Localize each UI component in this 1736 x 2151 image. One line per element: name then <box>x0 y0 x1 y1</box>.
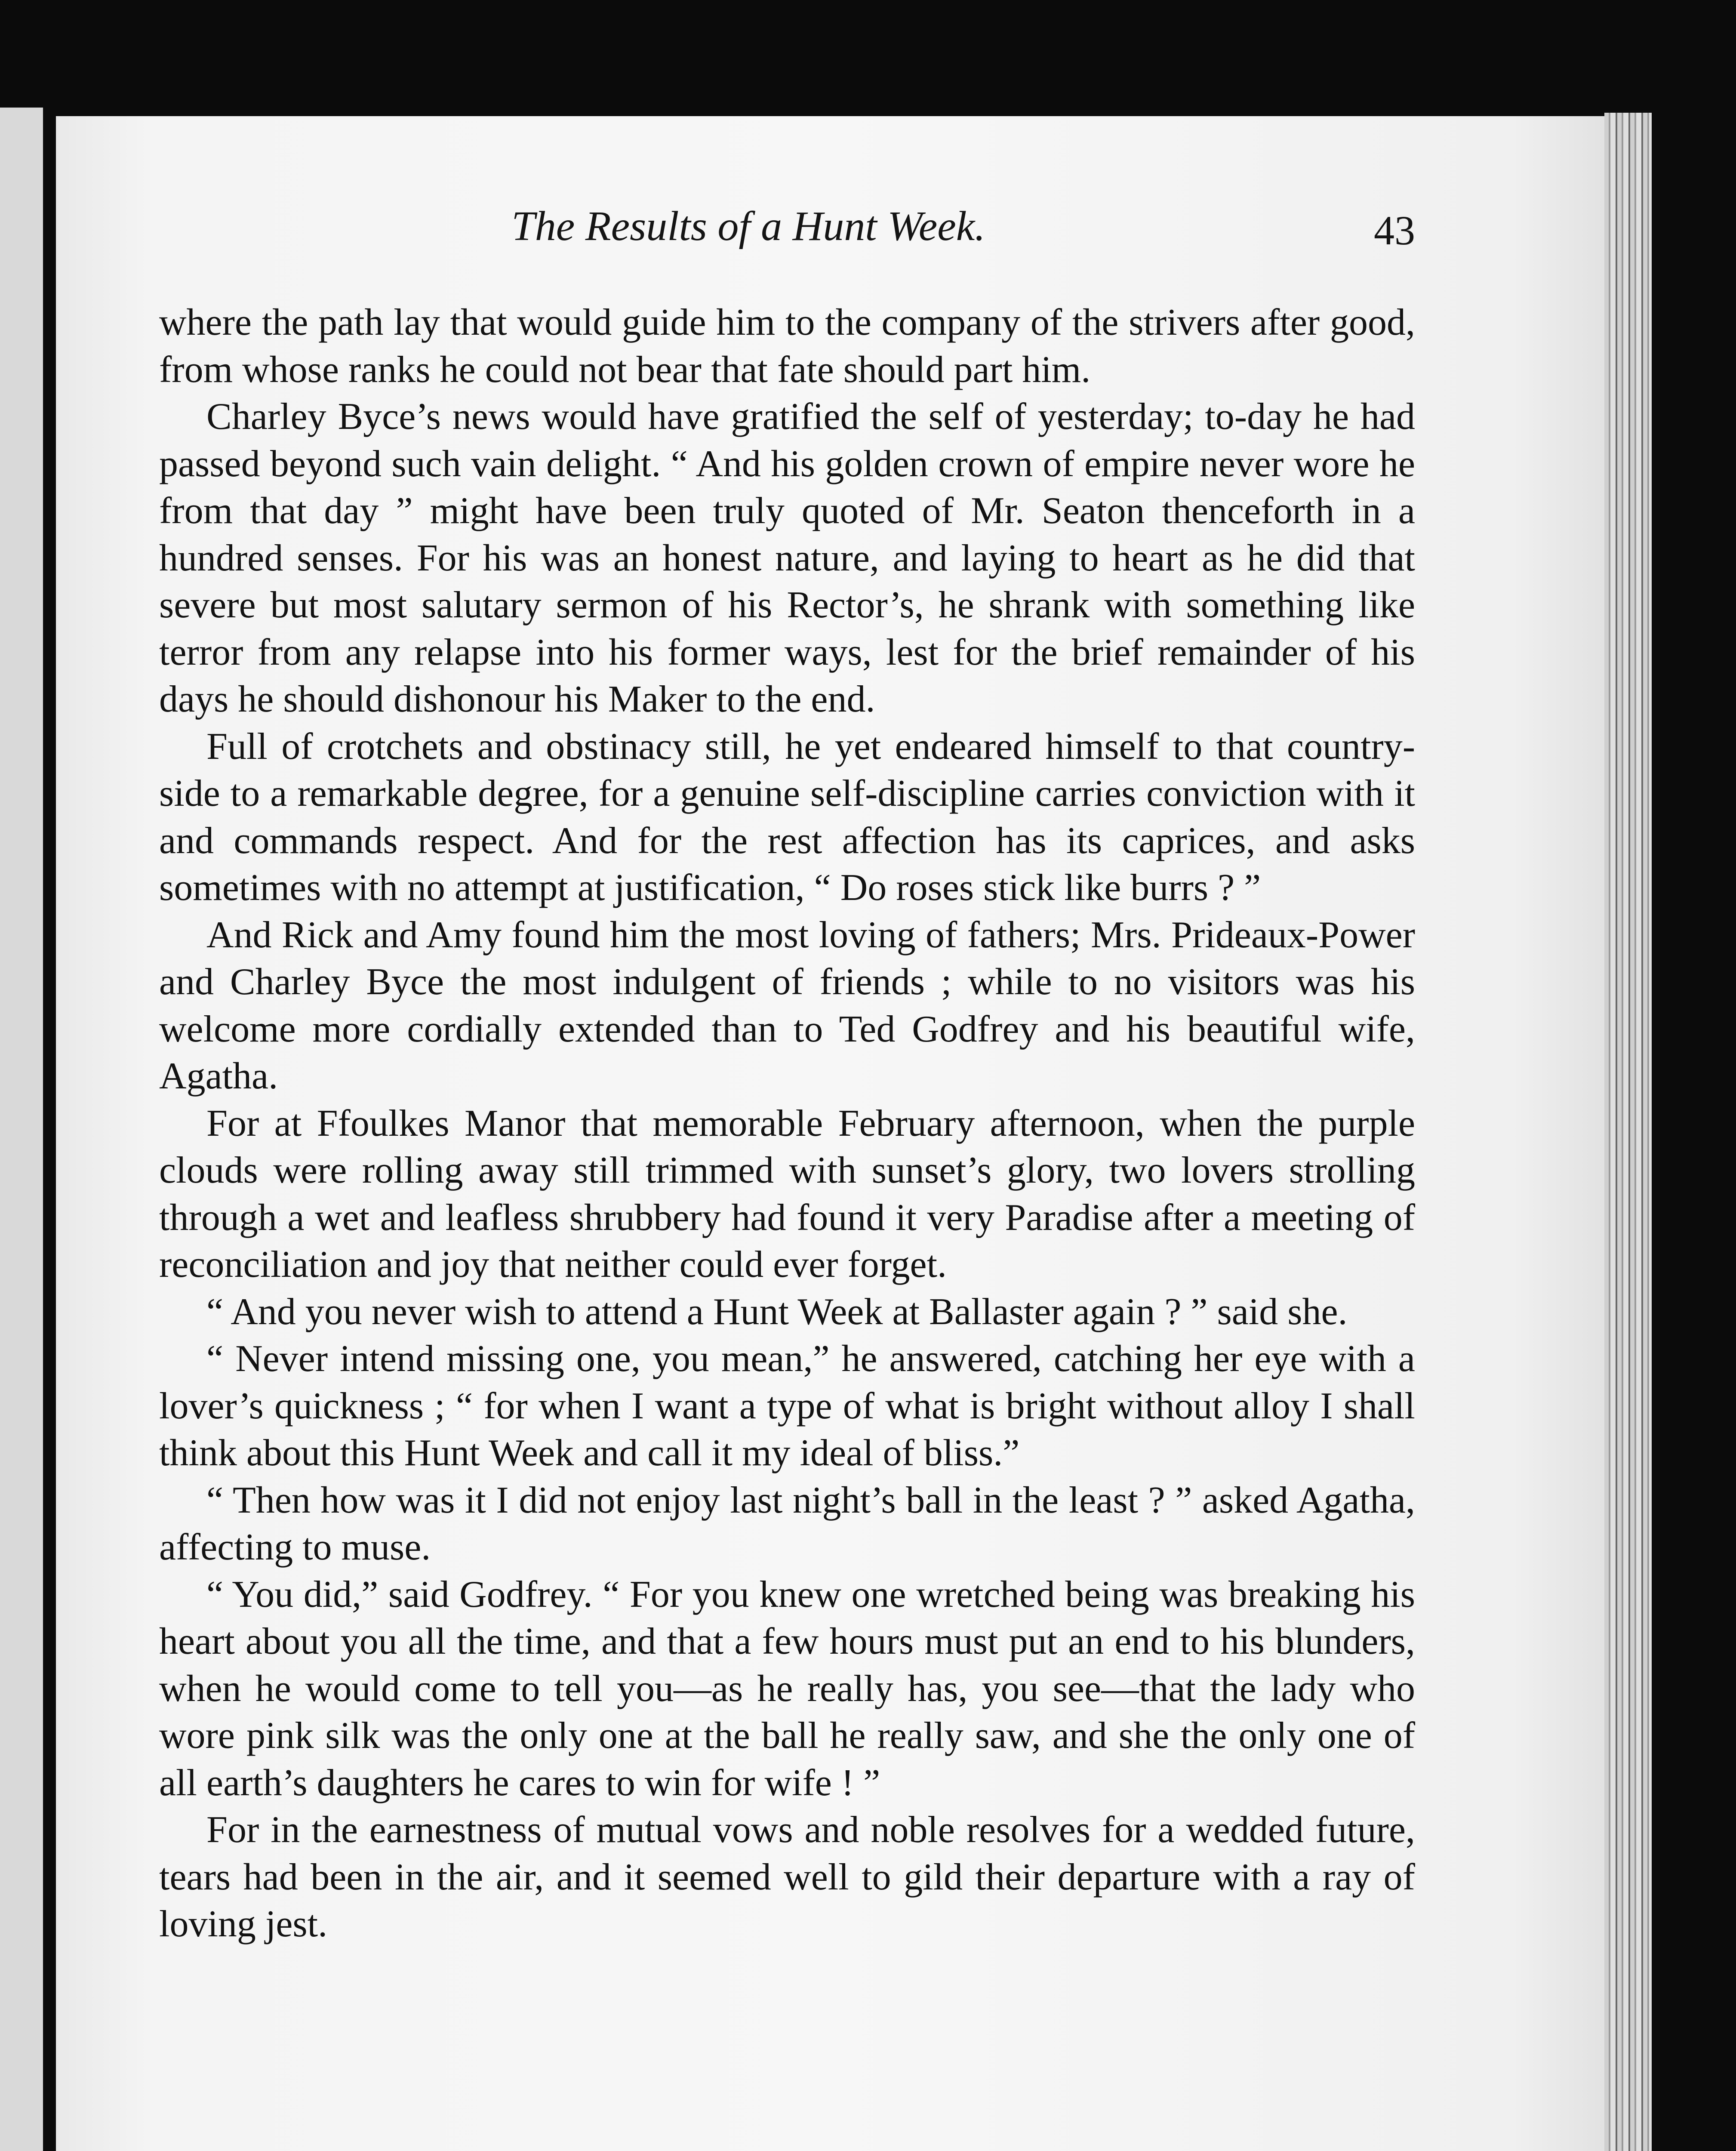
running-head: The Results of a Hunt Week. <box>511 203 985 250</box>
paragraph: And Rick and Amy found him the most loving of fathers; Mrs. Prideaux-Power and Charley Byce the most indulgent of friends ; while to no visitors was his welcome more cordially extended than to Ted Godfrey and his beautiful wife, Agatha. <box>159 914 1415 1097</box>
paragraph: “ Never intend missing one, you mean,” he answered, catching her eye with a lover’s quickness ; “ for when I want a type of what is bright without alloy I shall think about this Hunt Week and call it my ideal of bliss.” <box>159 1338 1415 1474</box>
paragraph: “ And you never wish to attend a Hunt Week at Ballaster again ? ” said she. <box>206 1291 1348 1333</box>
page-number: 43 <box>1374 207 1415 253</box>
body-text <box>159 299 1415 1948</box>
paragraph: where the path lay that would guide him to the company of the strivers after good, from whose ranks he could not bear that fate should part him. <box>159 302 1415 391</box>
paragraph: Charley Byce’s news would have gratified the self of yesterday; to-day he had passed beyond such vain delight. “ And his golden crown of empire never wore he from that day ” might have been truly quoted of Mr. Seaton thenceforth in a hundred senses. For his was an honest nature, and laying to heart as he did that severe but most salutary sermon of his Rector’s, he shrank with something like terror from any relapse into his former ways, lest for the brief remainder of his days he should dishonour his Maker to the end. <box>159 396 1415 720</box>
page-header <box>159 202 1415 258</box>
paragraph: For in the earnestness of mutual vows and noble resolves for a wedded future, tears had been in the air, and it seemed well to gild their departure with a ray of loving jest. <box>159 1809 1415 1945</box>
page-stack-edges <box>1604 113 1652 2151</box>
paragraph: For at Ffoulkes Manor that memorable February afternoon, when the purple clouds were rolling away still trimmed with sunset’s glory, two lovers strolling through a wet and leafless shrubbery had found it very Paradise after a meeting of reconciliation and joy that neither could ever forget. <box>159 1102 1415 1285</box>
paragraph: Full of crotchets and obstinacy still, he yet endeared himself to that country-side to a remarkable degree, for a genuine self-discipline carries conviction with it and commands respect. And for the rest affection has its caprices, and asks sometimes with no attempt at justification, “ Do roses stick like burrs ? ” <box>159 725 1415 909</box>
paragraph: “ Then how was it I did not enjoy last night’s ball in the least ? ” asked Agatha, affecting to muse. <box>159 1479 1415 1568</box>
paragraph: “ You did,” said Godfrey. “ For you knew one wretched being was breaking his heart about you all the time, and that a few hours must put an end to his blunders, when he would come to tell you—as he really has, you see—that the lady who wore pink silk was the only one at the ball he really saw, and she the only one of all earth’s daughters he cares to win for wife ! ” <box>159 1573 1415 1804</box>
facing-page-edge <box>0 108 43 2151</box>
